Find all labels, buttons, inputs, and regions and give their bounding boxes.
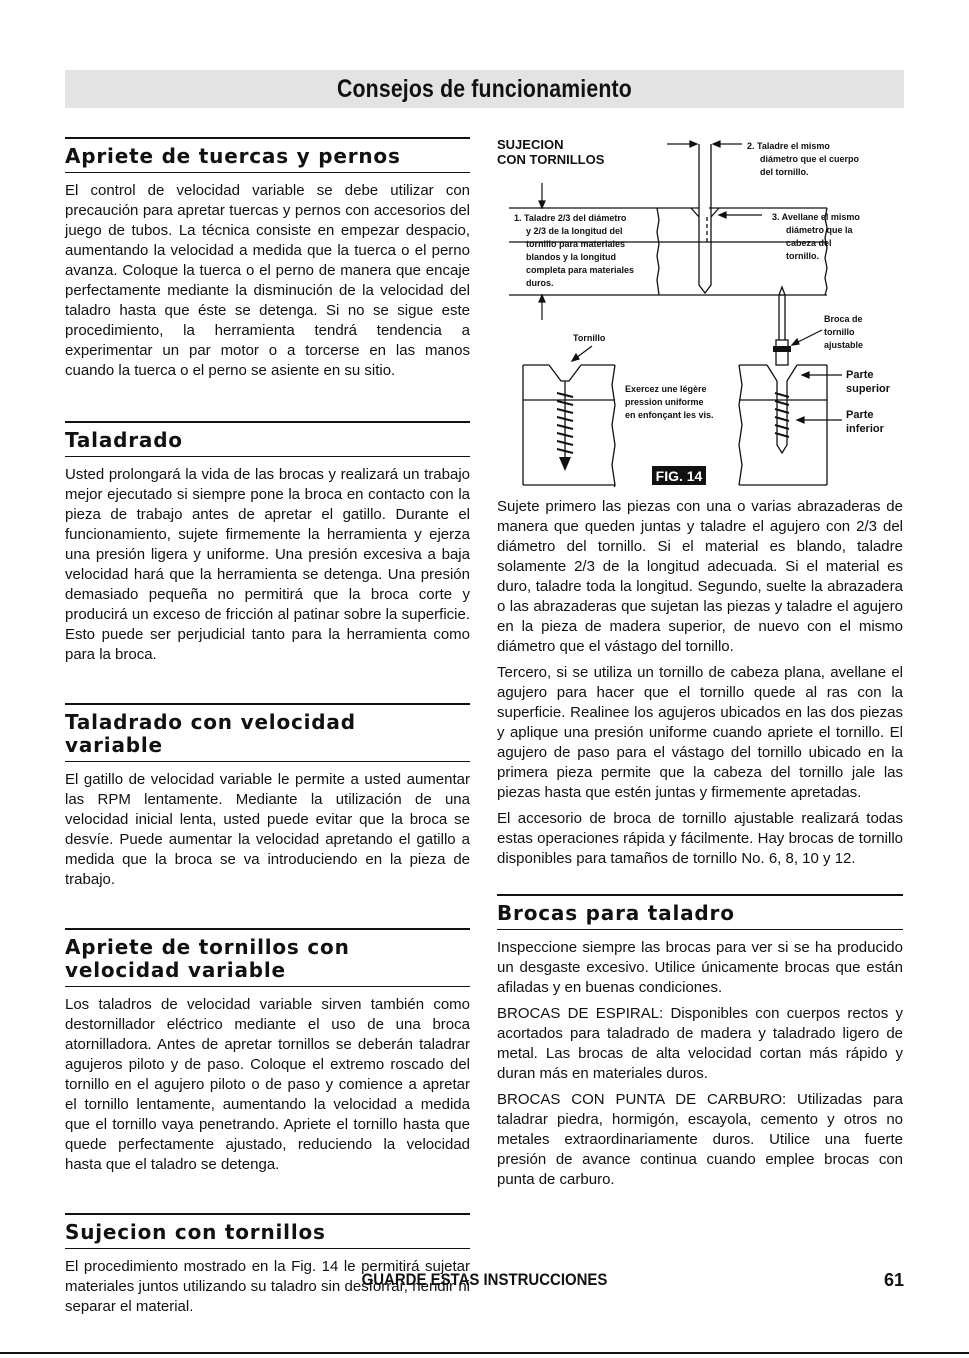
label-line: Exercez une légère: [625, 384, 707, 394]
fig-title-line: CON TORNILLOS: [497, 152, 605, 167]
heading-line: velocidad variable: [65, 958, 286, 982]
label-line: superior: [846, 383, 891, 395]
section-body: El control de velocidad variable se debe utilizar con precaución para apretar tuercas y pernos con accesorios del juego de tubos. La técnica consiste en empezar despacio, aumentando la velocidad a medida que la tuerca o el perno avanza. Coloque la tuerca o el perno de manera que encaje perfectamente mediante la disminución de la velocidad del taladro hasta que éste se detenga. Si no se sigue este procedimiento, la herramienta tendrá tendencia a experimentar un par motor o a torcerse en las manos cuando la tuerca o el perno se asiente en su sitio.: [65, 182, 470, 379]
label-line: Broca de: [824, 314, 863, 324]
page-footer: [0, 1270, 969, 1294]
label-line: 2. Taladre el mismo: [747, 141, 830, 151]
page-number: 61: [883, 1270, 904, 1290]
section-sujecion: [65, 1213, 470, 1317]
label-line: 3. Avellane el mismo: [772, 212, 860, 222]
page-title-bar: [65, 70, 904, 108]
label-line: cabeza del: [786, 238, 832, 248]
section-heading: Taladrado: [65, 423, 470, 457]
heading-line: Taladrado con velocidad: [65, 710, 356, 734]
label-line: del tornillo.: [760, 167, 809, 177]
label-line: tornillo.: [786, 251, 819, 261]
label-parte-inferior: [846, 409, 885, 435]
section-heading: Brocas para taladro: [497, 896, 903, 930]
bit-collar: [776, 340, 788, 365]
heading-line: variable: [65, 733, 163, 757]
label-parte-superior: [846, 369, 891, 395]
bit-shank: [779, 295, 785, 340]
label-line: Parte: [846, 369, 874, 381]
section-body: El procedimiento mostrado en la Fig. 14 le permitirá sujetar materiales juntos utilizando su taladro sin desforrar, hendir ni separar el material.: [65, 1258, 470, 1315]
section-heading: [65, 930, 470, 987]
label-line: pression uniforme: [625, 397, 704, 407]
section-body: Usted prolongará la vida de las brocas y realizará un trabajo mejor ejecutado si siempre pone la broca en contacto con la pieza de trabajo antes de apretar el gatillo. Durante el funcionamiento, sujete firmemente la herramienta y ejerza una presión ligera y uniforme. Una presión excesiva a baja velocidad hará que la herramienta se detenga. Una presión demasiado pequeña no permitirá que la broca corte y producirá un exceso de fricción al patinar sobre la superficie. Esto puede ser perjudicial tanto para la herramienta como para la broca.: [65, 466, 470, 663]
drilled-hole: [699, 144, 711, 293]
label-line: diámetro que la: [786, 225, 853, 235]
break-line: [657, 208, 659, 295]
label-broca: [824, 314, 863, 350]
label-line: ajustable: [824, 340, 864, 350]
break-line: [739, 365, 742, 485]
bottom-rule: [0, 1352, 969, 1354]
label-line: Parte: [846, 409, 874, 421]
screw-tip: [559, 457, 571, 471]
paragraph: Sujete primero las piezas con una o varias abrazaderas de manera que queden juntas y taladre el agujero con 2/3 del diámetro del tornillo. Si el material es blando, taladre solamente 2/3 de la longitud adecuada. Si el material es duro, taladre toda la longitud. Segundo, suelte la abrazadera o las abrazaderas que sujetan las piezas y taladre el agujero en la pieza de madera superior, de nuevo con el mismo diámetro que el vástago del tornillo.: [497, 498, 903, 655]
label-step-3: [772, 212, 860, 261]
section-heading: [65, 705, 470, 762]
page-title: Consejos de funcionamiento: [337, 74, 632, 103]
paragraph: BROCAS CON PUNTA DE CARBURO: Utilizadas para taladrar piedra, hormigón, escayola, cemento y otros no metales extraordinariamente duros. Utilice una fuerte presión de avance continua cuando emplee brocas con punta de carburo.: [497, 1091, 903, 1188]
paragraph: El accesorio de broca de tornillo ajustable realizará todas estas operaciones rápida y fácilmente. Hay brocas de tornillo disponibles para tamaños de tornillo No. 6, 8, 10 y 12.: [497, 810, 903, 867]
label-line: 1. Taladre 2/3 del diámetro: [514, 213, 627, 223]
label-line: blandos y la longitud: [526, 252, 616, 262]
label-line: completa para materiales: [526, 265, 635, 275]
paragraph: Tercero, si se utiliza un tornillo de cabeza plana, avellane el agujero para hacer que el tornillo quede al ras con la superficie. Realinee los agujeros ubicados en las dos piezas y aplique una presión uniforme cuando apriete el tornillo. El agujero de paso para el vástago del tornillo ubicado en la primera pieza permite que la cabeza del tornillo jale las piezas hasta que estén juntas y firmemente apretadas.: [497, 664, 903, 801]
label-line: en enfonçant les vis.: [625, 410, 714, 420]
footer-text: GUARDE ESTAS INSTRUCCIONES: [361, 1270, 608, 1289]
screw-head: [549, 365, 581, 381]
section-heading: Apriete de tuercas y pernos: [65, 139, 470, 173]
label-exercez: [625, 384, 714, 420]
right-column: [497, 497, 903, 1190]
section-taladrado-velocidad: [65, 703, 470, 890]
section-body: Los taladros de velocidad variable sirven también como destornillador eléctrico mediante el uso de una broca atornilladora. Antes de apretar tornillos se deberán taladrar agujeros piloto y de paso. Coloque el extremo roscado del tornillo en el agujero piloto o de paso y comience a apretar el tornillo lentamente, aumentando la velocidad a medida que el tornillo vaya penetrando. Apriete el tornillo hasta que quede perfectamente ajustado, reduciendo la velocidad hasta que el taladro se detenga.: [65, 996, 470, 1173]
label-line: inferior: [846, 423, 884, 435]
section-apriete-tuercas: [65, 137, 470, 381]
label-line: duros.: [526, 278, 554, 288]
countersink: [691, 208, 719, 217]
label-step-1: [514, 213, 634, 288]
section-apriete-tornillos: [65, 928, 470, 1175]
label-line: tornillo: [824, 327, 855, 337]
paragraph: BROCAS DE ESPIRAL: Disponibles con cuerpos rectos y acortados para taladrado de madera y taladrado ligero de metal. Las brocas de alta velocidad cortan más rápido y duran más en materiales duros.: [497, 1005, 903, 1082]
section-brocas: [497, 894, 903, 1190]
fig-label: FIG. 14: [655, 468, 703, 484]
figure-14: [497, 135, 903, 487]
label-tornillo: Tornillo: [573, 333, 606, 343]
label-line: diámetro que el cuerpo: [760, 154, 860, 164]
adjustable-bit-body: [767, 365, 797, 453]
section-heading: Sujecion con tornillos: [65, 1215, 470, 1249]
paragraph: Inspeccione siempre las brocas para ver si se ha producido un desgaste excesivo. Utilice únicamente brocas que están afiladas y en buenas condiciones.: [497, 939, 903, 996]
label-step-2: [747, 141, 860, 177]
fig-title-line: SUJECION: [497, 137, 564, 152]
heading-line: Apriete de tornillos con: [65, 935, 350, 959]
break-line: [612, 365, 615, 487]
figure-14-drawing: [497, 135, 903, 487]
section-taladrado: [65, 421, 470, 665]
label-line: y 2/3 de la longitud del: [526, 226, 623, 236]
label-line: tornillo para materiales: [526, 239, 626, 249]
section-body: El gatillo de velocidad variable le permite a usted aumentar las RPM lentamente. Mediante la utilización de una velocidad inicial lenta, usted puede evitar que la broca se desvíe. Puede aumentar la velocidad apretando el gatillo a medida que la broca se va introduciendo en la pieza de trabajo.: [65, 771, 470, 888]
left-column: [65, 137, 470, 1317]
